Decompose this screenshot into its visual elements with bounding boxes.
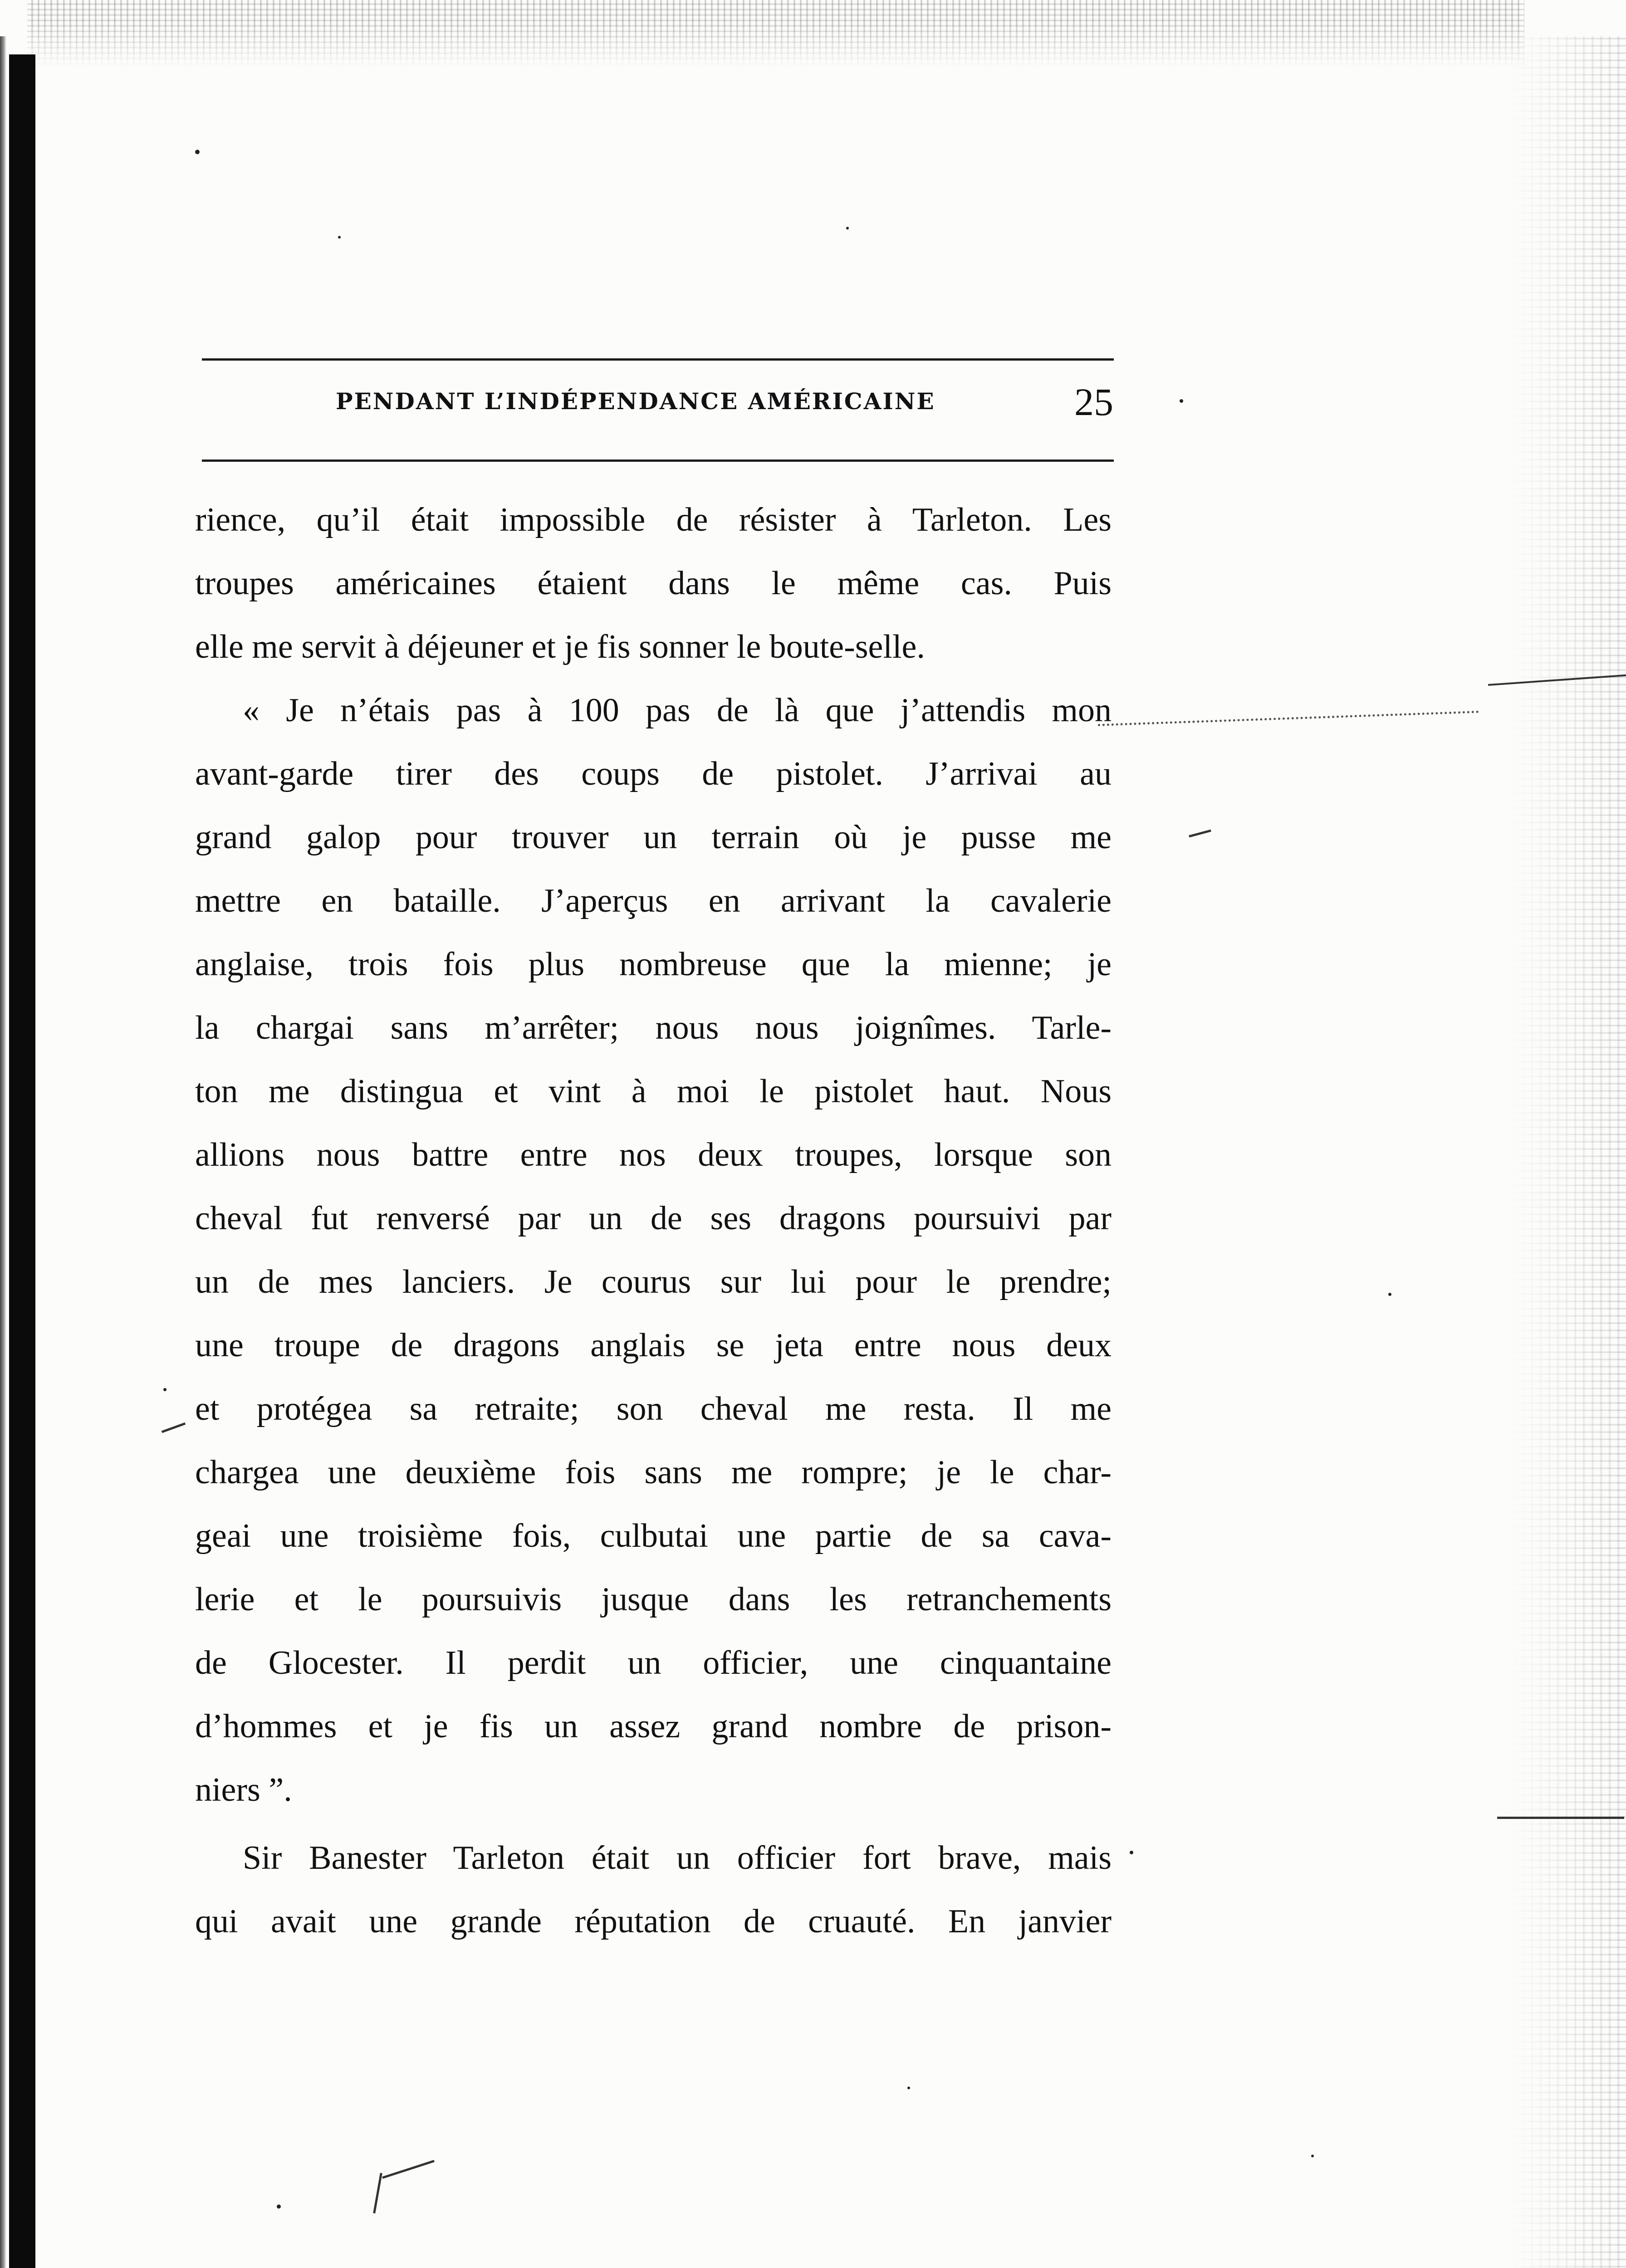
margin-mark	[382, 2160, 435, 2179]
text-line: anglaise, trois fois plus nombreuse que la mienne; je	[195, 946, 1112, 983]
text-line: geai une troisième fois, culbutai une partie de sa cava-	[195, 1517, 1112, 1554]
scan-speck	[338, 236, 341, 239]
margin-mark	[373, 2173, 382, 2214]
text-line: chargea une deuxième fois sans me rompre; je le char-	[195, 1454, 1112, 1491]
text-line: troupes américaines étaient dans le même cas. Puis	[195, 565, 1112, 602]
scan-speck	[277, 2204, 281, 2209]
text-line: cheval fut renversé par un de ses dragons poursuivi par	[195, 1200, 1112, 1237]
text-line: une troupe de dragons anglais se jeta entre nous deux	[195, 1327, 1112, 1364]
text-line: lerie et le poursuivis jusque dans les retranchements	[195, 1581, 1112, 1618]
text-line: niers ”.	[195, 1771, 292, 1809]
scan-speck	[1130, 1851, 1133, 1854]
text-line: rience, qu’il était impossible de résister à Tarleton. Les	[195, 501, 1112, 538]
text-line: qui avait une grande réputation de cruauté. En janvier	[195, 1903, 1112, 1940]
body-text	[195, 488, 1112, 1953]
header-rule-top	[202, 358, 1114, 361]
text-line: un de mes lanciers. Je courus sur lui pour le prendre;	[195, 1263, 1112, 1300]
scan-noise-right	[1508, 36, 1626, 2268]
scan-speck	[163, 1388, 167, 1391]
text-line: ton me distingua et vint à moi le pistolet haut. Nous	[195, 1073, 1112, 1110]
scan-speck	[1180, 399, 1183, 403]
text-line: avant-garde tirer des coups de pistolet. J’arrivai au	[195, 755, 1112, 792]
header-rule-bottom	[202, 459, 1114, 462]
scan-speck	[1311, 2155, 1314, 2157]
text-line: elle me servit à déjeuner et je fis sonner le boute-selle.	[195, 628, 925, 665]
text-line: mettre en bataille. J’aperçus en arrivant la cavalerie	[195, 882, 1112, 919]
scan-speck	[195, 150, 200, 154]
margin-mark	[1497, 1817, 1624, 1819]
binding-shadow	[0, 36, 6, 2268]
text-line: allions nous battre entre nos deux troupes, lorsque son	[195, 1136, 1112, 1173]
scan-noise-top	[27, 0, 1524, 68]
margin-mark	[1189, 830, 1211, 838]
text-line: et protégea sa retraite; son cheval me resta. Il me	[195, 1390, 1112, 1427]
text-line: grand galop pour trouver un terrain où je pusse me	[195, 819, 1112, 856]
text-line: de Glocester. Il perdit un officier, une cinquantaine	[195, 1644, 1112, 1681]
margin-mark	[162, 1422, 186, 1433]
running-title: PENDANT L’INDÉPENDANCE AMÉRICAINE	[336, 388, 935, 415]
text-line: d’hommes et je fis un assez grand nombre de prison-	[195, 1708, 1112, 1745]
binding-edge	[9, 54, 35, 2268]
text-line: la chargai sans m’arrêter; nous nous joignîmes. Tarle-	[195, 1009, 1112, 1046]
scan-speck	[846, 227, 849, 230]
scan-speck	[1388, 1293, 1391, 1296]
page-number: 25	[1074, 380, 1113, 424]
margin-mark	[1098, 711, 1479, 726]
scan-speck	[907, 2087, 910, 2089]
text-line: Sir Banester Tarleton était un officier fort brave, mais	[243, 1839, 1112, 1877]
text-line: « Je n’étais pas à 100 pas de là que j’attendis mon	[243, 692, 1112, 729]
